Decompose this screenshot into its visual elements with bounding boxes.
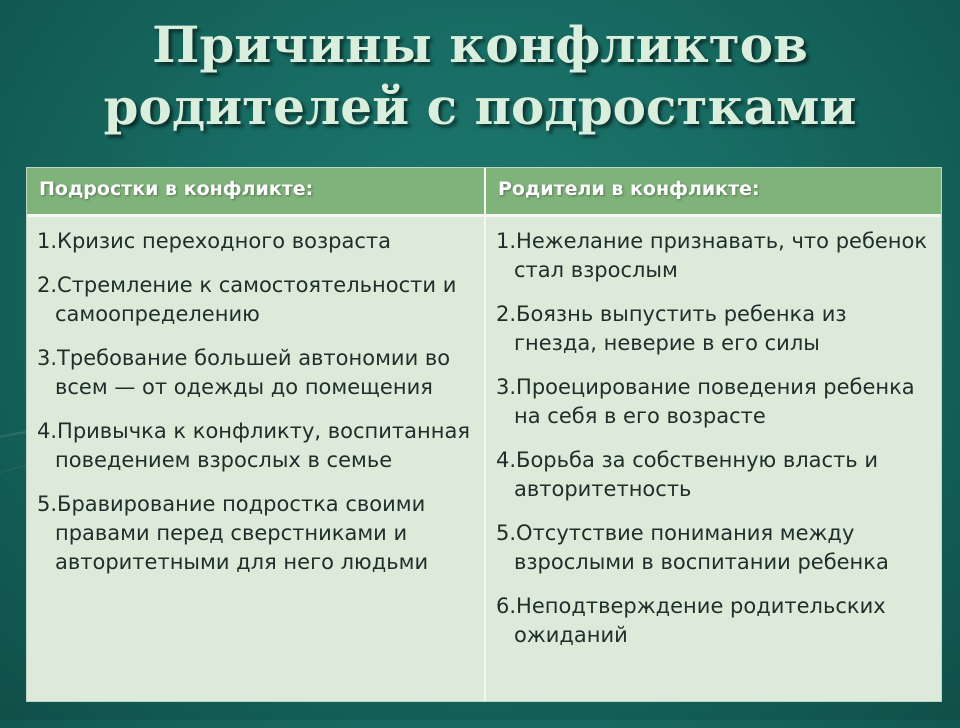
slide-title-line-2: родителей с подростками [103, 77, 857, 136]
parent-cause-item: 5.Отсутствие понимания между взрослыми в воспитании ребенка [496, 521, 889, 574]
parents-column [484, 217, 941, 701]
teen-cause-item: 5.Бравирование подростка своими правами перед сверстниками и авторитетными для него людьми [37, 492, 429, 574]
parent-cause-item: 3.Проецирование поведения ребенка на себя в его возрасте [496, 375, 915, 428]
parent-cause-item: 4.Борьба за собственную власть и авторитетность [496, 448, 879, 501]
table-body [27, 217, 941, 701]
header-parents: Родители в конфликте: [484, 168, 941, 214]
teen-cause-item: 3.Требование большей автономии во всем — от одежды до помещения [37, 346, 451, 399]
slide-title-line-1: Причины конфликтов [152, 15, 808, 74]
teen-cause-item: 4.Привычка к конфликту, воспитанная поведением взрослых в семье [37, 419, 470, 472]
parent-cause-item: 1.Нежелание признавать, что ребенок стал взрослым [496, 229, 928, 282]
parent-cause-item: 6.Неподтверждение родительских ожиданий [496, 594, 886, 647]
teen-cause-item: 1.Кризис переходного возраста [37, 229, 392, 253]
table-header-row [27, 168, 941, 217]
comparison-table [26, 167, 942, 702]
parent-cause-item: 2.Боязнь выпустить ребенка из гнезда, неверие в его силы [496, 302, 847, 355]
teens-column [27, 217, 484, 701]
header-teens: Подростки в конфликте: [39, 178, 314, 200]
slide-title [0, 14, 960, 138]
teen-cause-item: 2.Стремление к самостоятельности и самоопределению [37, 273, 457, 326]
